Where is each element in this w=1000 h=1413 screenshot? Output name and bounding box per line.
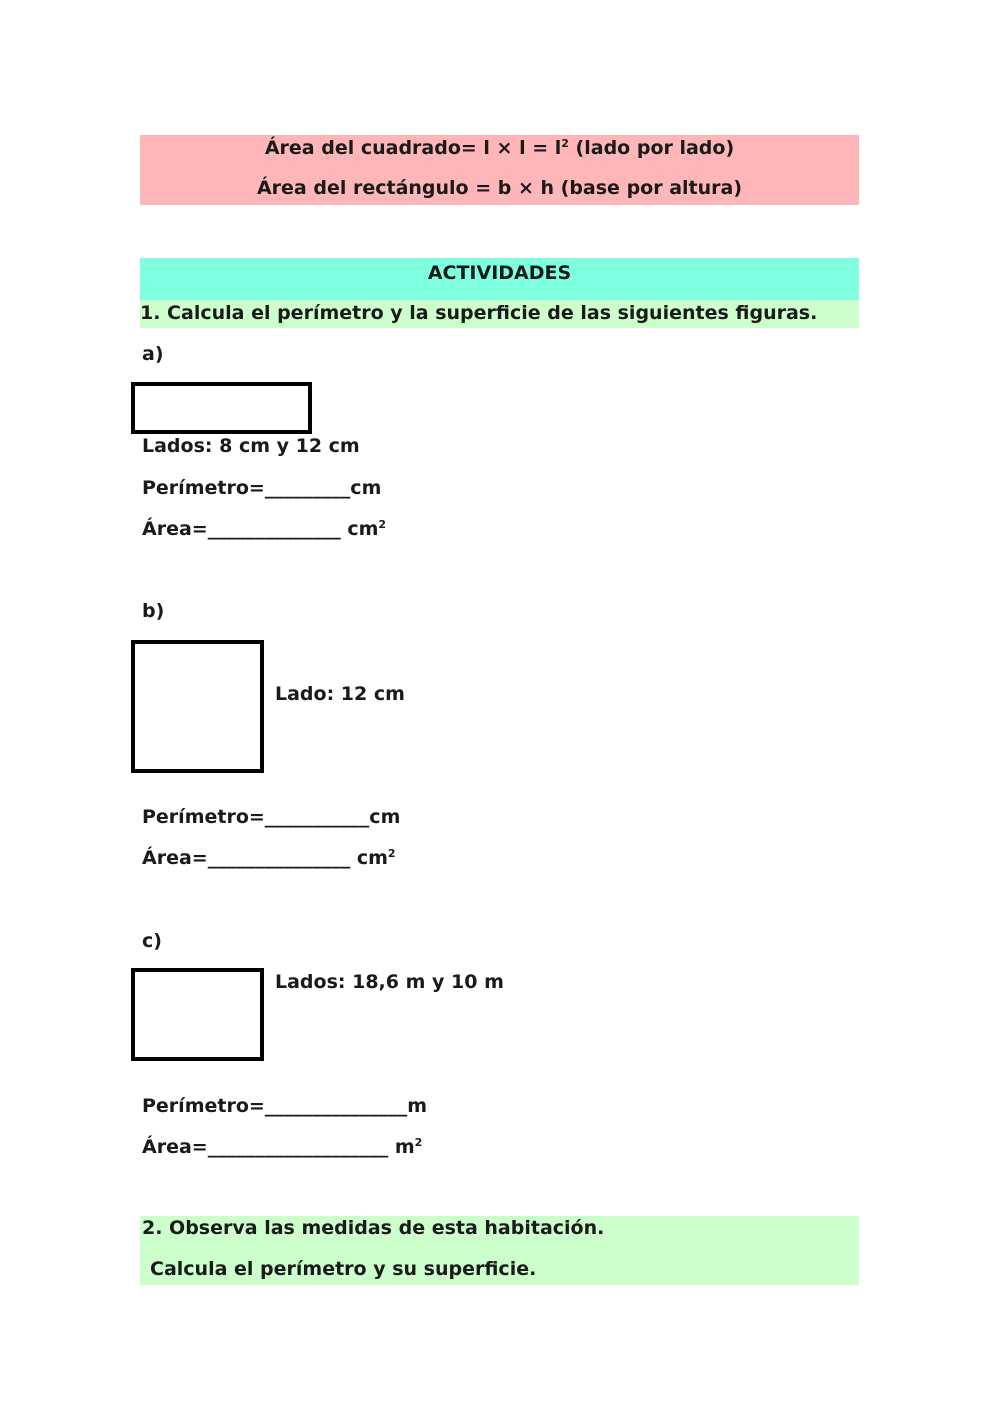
item-c-dimensions: Lados: 18,6 m y 10 m [275,971,504,993]
item-c-perimeter-field[interactable]: Perímetro=_______________m [142,1095,428,1117]
item-c-area-text: Área=___________________ m [142,1136,415,1158]
rectangle-shape-c [131,968,264,1061]
question-2-line-1: 2. Observa las medidas de esta habitación. [142,1217,605,1239]
item-a-label: a) [142,343,164,365]
square-shape-b [131,640,264,773]
rectangle-shape-a [131,382,312,434]
square-formula-text: Área del cuadrado= l × l = l [264,137,562,159]
item-a-area-exponent: 2 [378,518,387,531]
question-2-box [140,1216,859,1285]
square-area-formula [140,137,859,159]
item-a-perimeter-field[interactable]: Perímetro=_________cm [142,477,382,499]
item-b-label: b) [142,600,165,622]
question-2-line-2: Calcula el perímetro y su superficie. [150,1258,537,1280]
item-c-label: c) [142,930,162,952]
item-b-area-text: Área=_______________ cm [142,847,388,869]
rectangle-area-formula: Área del rectángulo = b × h (base por altura) [256,177,743,199]
item-a-area-text: Área=______________ cm [142,518,379,540]
item-a-area-field[interactable] [142,518,386,540]
square-formula-exponent: 2 [561,137,569,150]
formula-box [140,135,859,205]
item-b-area-exponent: 2 [387,847,396,860]
question-1-title: 1. Calcula el perímetro y la superficie de las siguientes figuras. [140,300,859,328]
activities-header: ACTIVIDADES [140,258,859,300]
item-c-area-field[interactable] [142,1136,422,1158]
item-a-dimensions: Lados: 8 cm y 12 cm [142,435,360,457]
item-b-dimensions: Lado: 12 cm [275,683,405,705]
square-formula-suffix: (lado por lado) [568,137,735,159]
item-b-perimeter-field[interactable]: Perímetro=___________cm [142,806,401,828]
item-b-area-field[interactable] [142,847,396,869]
item-c-area-exponent: 2 [414,1136,423,1149]
